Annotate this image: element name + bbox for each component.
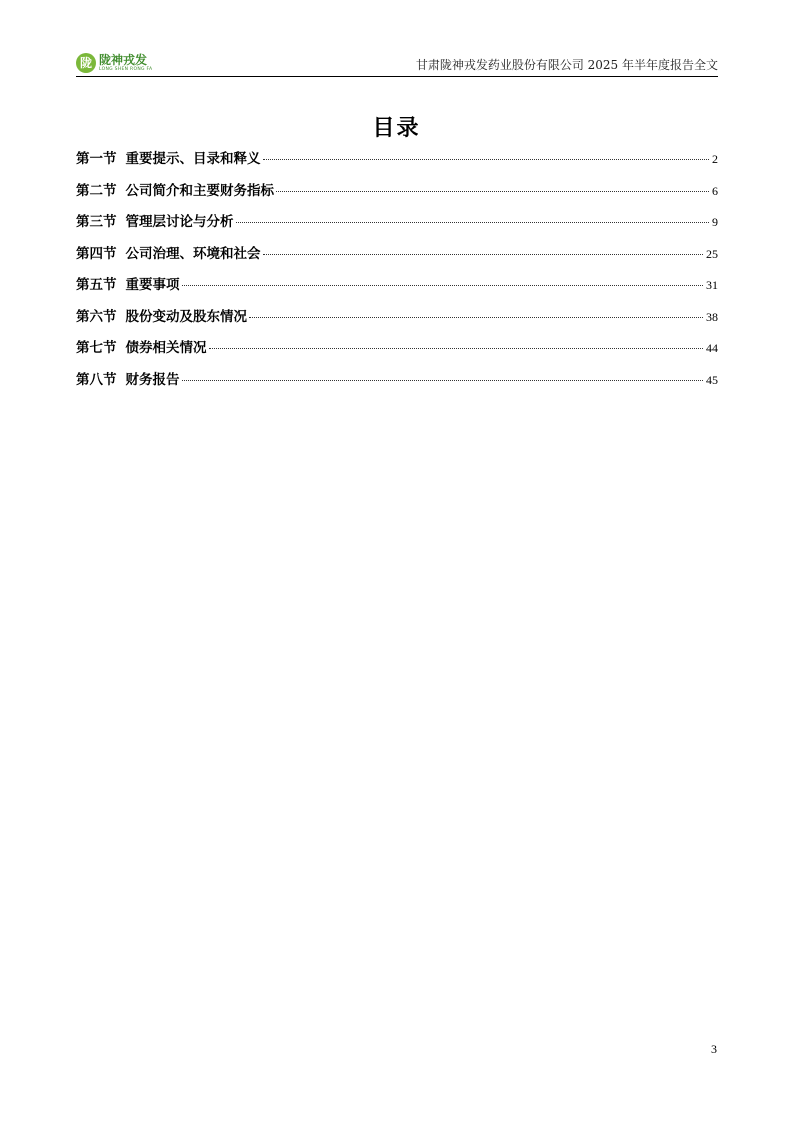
toc-section-number: 第六节: [76, 308, 117, 325]
logo-text: [99, 54, 152, 73]
toc-section-name: 重要事项: [125, 277, 180, 293]
toc-section-number: 第八节: [76, 371, 117, 388]
toc-entry-label: [76, 147, 261, 167]
toc-dot-leader: [182, 285, 704, 286]
toc-page-number: 6: [712, 183, 718, 198]
toc-entry-section-7[interactable]: [76, 336, 718, 368]
toc-dot-leader: [276, 191, 709, 192]
toc-section-name: 公司治理、环境和社会: [125, 245, 261, 262]
page-number: 3: [711, 1042, 717, 1056]
toc-dot-leader: [182, 380, 704, 381]
toc-dot-leader: [263, 254, 704, 255]
toc-page-number: 25: [706, 246, 718, 261]
toc-entry-section-8[interactable]: [76, 368, 718, 400]
toc-entry-section-4[interactable]: [76, 242, 718, 274]
toc-section-number: 第二节: [76, 182, 117, 199]
toc-section-name: 股份变动及股东情况: [125, 308, 247, 325]
toc-section-name: 公司简介和主要财务指标: [125, 182, 274, 199]
toc-page-number: 38: [706, 309, 718, 324]
toc-section-name: 管理层讨论与分析: [125, 214, 234, 230]
toc-entry-label: [76, 305, 247, 325]
toc-section-number: 第四节: [76, 245, 117, 262]
toc-entry-label: [76, 336, 207, 356]
toc-section-number: 第七节: [76, 340, 117, 356]
toc-entry-label: [76, 242, 261, 262]
toc-title: 目录: [372, 116, 421, 141]
toc-section-number: 第一节: [76, 151, 117, 167]
toc-page-number: 45: [706, 372, 718, 387]
company-logo: [76, 51, 152, 75]
toc-page-number: 9: [712, 215, 718, 229]
toc-page-number: 44: [706, 341, 718, 355]
toc-section-number: 第三节: [76, 214, 117, 230]
toc-page-number: 2: [712, 152, 718, 166]
toc-entry-section-2[interactable]: [76, 179, 718, 211]
toc-dot-leader: [209, 348, 704, 349]
toc-entry-label: [76, 210, 234, 230]
toc-entry-label: [76, 368, 180, 388]
toc-dot-leader: [263, 159, 710, 160]
toc-section-name: 财务报告: [125, 371, 180, 388]
logo-chinese-name: 陇神戎发: [99, 52, 148, 67]
toc-section-name: 重要提示、目录和释义: [125, 151, 261, 167]
logo-english-name: LONG SHEN RONG FA: [99, 66, 153, 72]
table-of-contents: [76, 147, 718, 399]
toc-section-name: 债券相关情况: [125, 340, 207, 356]
toc-entry-label: [76, 273, 180, 293]
document-header-title: 甘肃陇神戎发药业股份有限公司 2025 年半年度报告全文: [415, 58, 718, 72]
toc-dot-leader: [249, 317, 703, 318]
toc-page-number: 31: [706, 278, 718, 292]
toc-entry-section-3[interactable]: [76, 210, 718, 242]
toc-entry-label: [76, 179, 274, 199]
logo-mark-icon: 陇: [76, 53, 96, 73]
toc-section-number: 第五节: [76, 277, 117, 293]
toc-entry-section-1[interactable]: [76, 147, 718, 179]
toc-entry-section-6[interactable]: [76, 305, 718, 337]
toc-entry-section-5[interactable]: [76, 273, 718, 305]
toc-dot-leader: [236, 222, 710, 223]
header-divider: [76, 76, 718, 77]
